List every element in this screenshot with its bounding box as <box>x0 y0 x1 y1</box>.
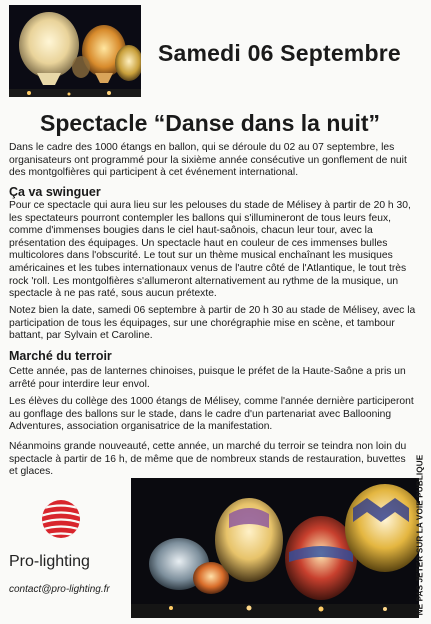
balloons-image <box>9 5 141 97</box>
pro-lighting-logo <box>34 497 88 541</box>
market-paragraph-3: Néanmoins grande nouveauté, cette année, un marché du terroir se teindra non loin du spectacle à partir de 16 h, de même que de nombreux stands de restauration, buvettes et glaces. <box>9 441 407 478</box>
market-paragraph-1: Cette année, pas de lanternes chinoises, puisque le préfet de la Haute-Saône a pris un arrêté pour interdire leur envol. <box>9 366 406 390</box>
event-title: Spectacle “Danse dans la nuit” <box>40 110 381 136</box>
date-heading: Samedi 06 Septembre <box>158 40 401 66</box>
night-glow-image <box>131 478 419 618</box>
side-notice-text: NE PAS JETER SUR LA VOIE PUBLIQUE <box>415 454 425 616</box>
intro-paragraph: Dans le cadre des 1000 étangs en ballon, qui se déroule du 02 au 07 septembre, les organisateurs ont programmé pour la sixième année consécutive un gonflement de nuit des montgolfières qui participent à cet événement international. <box>9 142 407 179</box>
top-balloons-photo <box>9 5 141 97</box>
sphere-logo-icon <box>34 497 88 541</box>
section-heading-market: Marché du terroir <box>9 349 112 363</box>
side-notice <box>412 455 428 615</box>
swing-paragraph-1: Pour ce spectacle qui aura lieu sur les pelouses du stade de Mélisey à partir de 20 h 30, les spectateurs pourront contempler les ballons qui s'illumineront de tous leurs feux, comme d'immenses bougies dans le ciel haut-saônois, chacun leur tour, avec la présentation des équipages. Un spectacle haut en couleur de ces immenses bulles multicolores dans l'obscurité. Le tout sur un thème musical enchaînant les musiques américaines et les tubes internationaux venus de l'autre côté de l'Atlantique, le tout très rock 'roll. Les montgolfières s'allumeront alternativement au rythme de la musique, un spectacle à ne pas raté, sous aucun prétexte. <box>9 200 411 300</box>
section-heading-swing: Ça va swinguer <box>9 185 101 199</box>
bottom-balloons-photo <box>131 478 419 618</box>
contact-email: contact@pro-lighting.fr <box>9 584 110 595</box>
market-paragraph-2: Les élèves du collège des 1000 étangs de Mélisey, comme l'année dernière participeront au gonflage des ballons sur le stade, dans le cadre d'un partenariat avec Ballooning Adventures, association organisatrice de la manifestation. <box>9 396 414 433</box>
swing-paragraph-2: Notez bien la date, samedi 06 septembre à partir de 20 h 30 au stade de Mélisey, avec la participation de tous les équipages, sur une chorégraphie mise en scène, et tambour battant, par Sylvain et Caroline. <box>9 305 416 342</box>
brand-name: Pro-lighting <box>9 553 90 570</box>
